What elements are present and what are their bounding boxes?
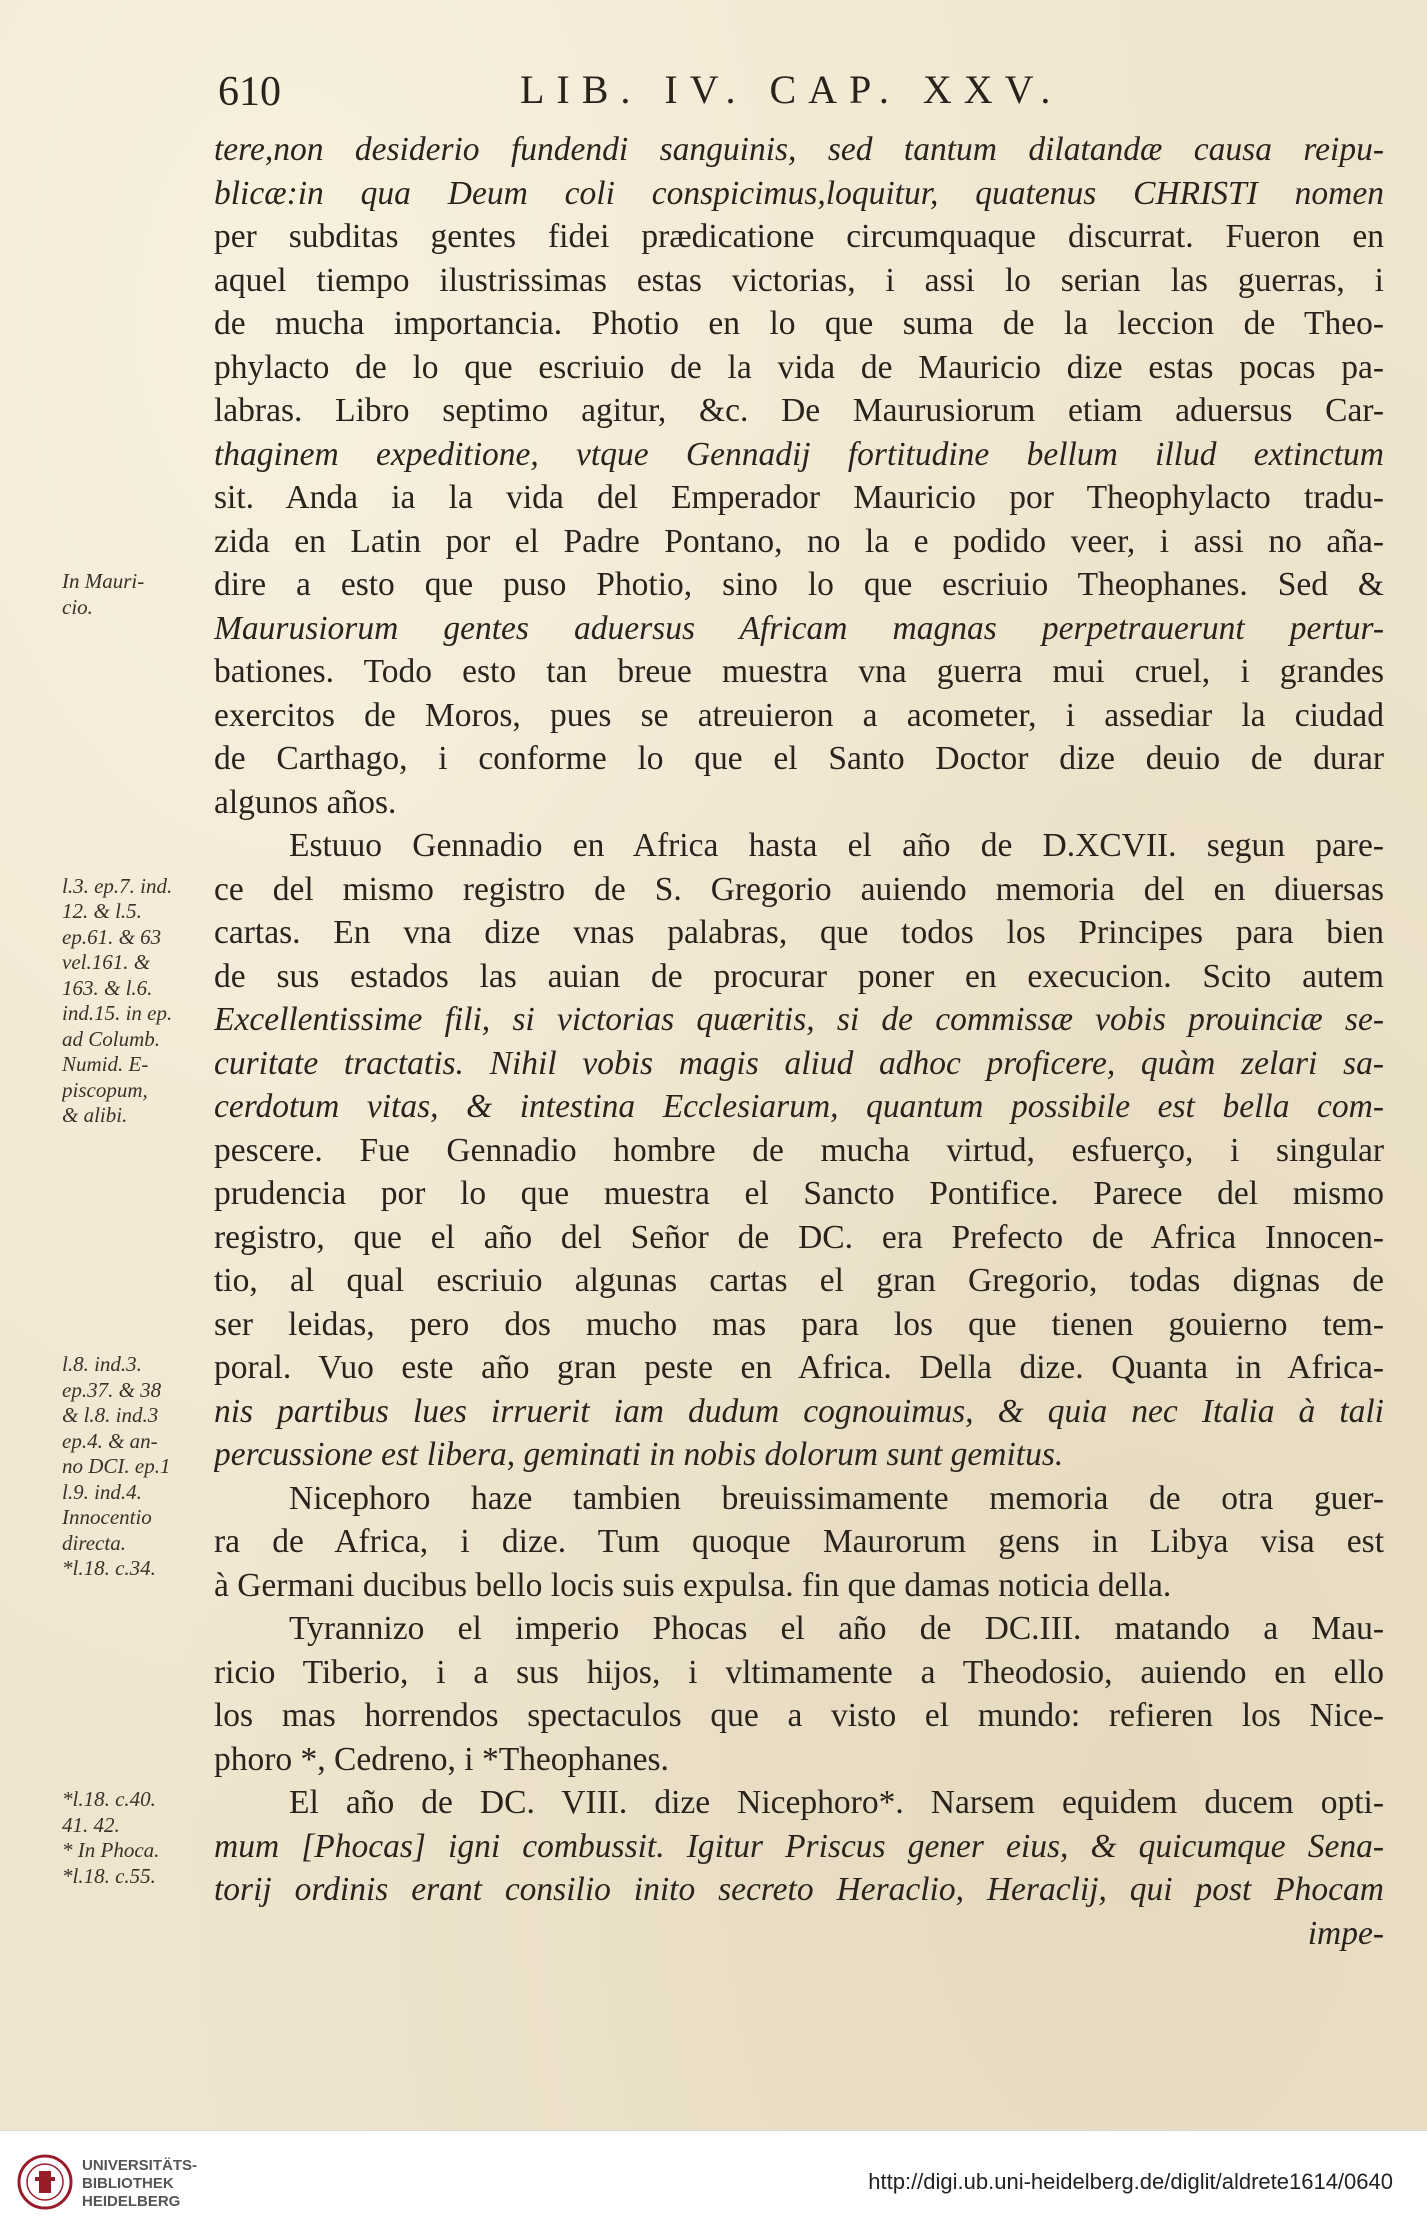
text-line: phoro *, Cedreno, i *Theophanes.	[214, 1740, 669, 1778]
margin-note-line: 41. 42.	[62, 1812, 120, 1837]
margin-note-line: no DCI. ep.1	[62, 1454, 171, 1478]
running-head: LIB. IV. CAP. XXV.	[520, 67, 1063, 112]
margin-note	[62, 569, 212, 620]
text-line: blicæ:in qua Deum coli conspicimus,loquitur, quatenus CHRISTI nomen	[214, 174, 1384, 212]
margin-note-line: *l.18. c.40.	[62, 1787, 156, 1811]
margin-note-line: cio.	[62, 594, 93, 619]
text-line: cartas. En vna dize vnas palabras, que todos los Principes para bien	[214, 914, 1384, 951]
margin-note-line: vel.161. &	[62, 950, 151, 974]
text-line: ce del mismo registro de S. Gregorio auiendo memoria del en diuersas	[214, 870, 1384, 908]
text-line: bationes. Todo esto tan breue muestra vna guerra mui cruel, i grandes	[214, 653, 1384, 690]
margin-note-line: ep.37. & 38	[62, 1377, 162, 1402]
margin-note	[62, 874, 212, 1129]
text-line: dire a esto que puso Photio, sino lo que escriuio Theophanes. Sed &	[214, 566, 1384, 603]
margin-note-line: l.8. ind.3.	[62, 1352, 142, 1376]
text-line: los mas horrendos spectaculos que a visto el mundo: refieren los Nice-	[214, 1697, 1384, 1734]
text-line: algunos años.	[214, 783, 397, 821]
text-line: El año de DC. VIII. dize Nicephoro*. Narsem equidem ducem opti-	[289, 1784, 1384, 1821]
text-line: de Carthago, i conforme lo que el Santo Doctor dize deuio de durar	[214, 740, 1384, 777]
text-line: pescere. Fue Gennadio hombre de mucha virtud, esfuerço, i singular	[214, 1131, 1384, 1169]
margin-note-line: ad Columb.	[62, 1026, 161, 1051]
margin-note	[62, 1352, 212, 1582]
text-line: exercitos de Moros, pues se atreuieron a acometer, i assediar la ciudad	[214, 696, 1384, 734]
text-line: de mucha importancia. Photio en lo que suma de la leccion de Theo-	[214, 305, 1384, 342]
page-header	[0, 62, 1427, 122]
text-line: poral. Vuo este año gran peste en Africa. Della dize. Quanta in Africa-	[214, 1349, 1384, 1386]
margin-note-line: l.3. ep.7. ind.	[62, 873, 173, 898]
source-url[interactable]: http://digi.ub.uni-heidelberg.de/diglit/aldrete1614/0640	[868, 2169, 1393, 2194]
margin-note-line: & alibi.	[62, 1103, 128, 1127]
text-line: zida en Latin por el Padre Pontano, no la e podido veer, i assi no aña-	[214, 522, 1384, 560]
library-name-line: UNIVERSITÄTS-	[82, 2157, 198, 2174]
text-line: registro, que el año del Señor de DC. era Prefecto de Africa Innocen-	[214, 1218, 1384, 1256]
margin-note-line: 12. & l.5.	[62, 899, 142, 923]
text-line: Estuuo Gennadio en Africa hasta el año de D.XCVII. segun pare-	[289, 827, 1384, 864]
text-line: tio, al qual escriuio algunas cartas el gran Gregorio, todas dignas de	[214, 1262, 1384, 1299]
text-line: torij ordinis erant consilio inito secreto Heraclio, Heraclij, qui post Phocam	[214, 1871, 1384, 1908]
text-line: Nicephoro haze tambien breuissimamente memoria de otra guer-	[289, 1479, 1384, 1517]
margin-note-line: ind.15. in ep.	[62, 1001, 173, 1025]
library-name-line: BIBLIOTHEK	[82, 2175, 174, 2192]
text-line: Excellentissime fili, si victorias quæritis, si de commissæ vobis prouinciæ se-	[214, 1001, 1384, 1038]
page-number: 610	[218, 69, 281, 115]
margin-note-line: l.9. ind.4.	[62, 1479, 142, 1504]
text-line: impe-	[1307, 1914, 1384, 1952]
margin-note-line: Innocentio	[62, 1505, 152, 1529]
margin-note-line: ep.4. & an-	[62, 1428, 158, 1453]
viewer-footer	[0, 2130, 1427, 2235]
margin-note-line: *l.18. c.34.	[62, 1556, 156, 1580]
text-line: per subditas gentes fidei prædicatione circumquaque discurrat. Fueron en	[214, 218, 1384, 255]
text-line: tere,non desiderio fundendi sanguinis, sed tantum dilatandæ causa reipu-	[214, 131, 1384, 168]
margin-note-line: *l.18. c.55.	[62, 1863, 156, 1888]
margin-note-line: piscopum,	[62, 1077, 148, 1102]
text-line: nis partibus lues irruerit iam dudum cognouimus, & quia nec Italia à tali	[214, 1392, 1384, 1430]
text-line: de sus estados las auian de procurar poner en execucion. Scito autem	[214, 957, 1384, 995]
margin-note-line: 163. & l.6.	[62, 975, 153, 1000]
text-line: ser leidas, pero dos mucho mas para los que tienen gouierno tem-	[214, 1305, 1384, 1343]
text-line: sit. Anda ia la vida del Emperador Mauricio por Theophylacto tradu-	[214, 479, 1384, 516]
margin-note-line: Numid. E-	[62, 1052, 149, 1076]
text-line: ricio Tiberio, i a sus hijos, i vltimamente a Theodosio, auiendo en ello	[214, 1653, 1384, 1691]
text-line: aquel tiempo ilustrissimas estas victorias, i assi lo serian las guerras, i	[214, 261, 1384, 299]
library-name-line: HEIDELBERG	[82, 2193, 181, 2210]
text-line: phylacto de lo que escriuio de la vida de Mauricio dize estas pocas pa-	[214, 348, 1384, 386]
text-line: ra de Africa, i dize. Tum quoque Maurorum gens in Libya visa est	[214, 1523, 1384, 1560]
body-text	[214, 128, 1384, 1955]
text-line: thaginem expeditione, vtque Gennadij fortitudine bellum illud extinctum	[214, 435, 1384, 473]
text-line: Maurusiorum gentes aduersus Africam magnas perpetrauerunt pertur-	[214, 609, 1384, 647]
text-line: à Germani ducibus bello locis suis expulsa. fin que damas noticia della.	[214, 1566, 1172, 1604]
margin-note-line: ep.61. & 63	[62, 924, 162, 949]
margin-note-line: In Mauri-	[62, 569, 145, 593]
text-line: labras. Libro septimo agitur, &c. De Maurusiorum etiam aduersus Car-	[214, 392, 1384, 429]
text-line: percussione est libera, geminati in nobis dolorum sunt gemitus.	[214, 1436, 1064, 1473]
text-line: curitate tractatis. Nihil vobis magis aliud adhoc proficere, quàm zelari sa-	[214, 1044, 1384, 1082]
margin-note-line: & l.8. ind.3	[62, 1403, 159, 1427]
text-line: mum [Phocas] igni combussit. Igitur Priscus gener eius, & quicumque Sena-	[214, 1827, 1384, 1865]
text-line: cerdotum vitas, & intestina Ecclesiarum, quantum possibile est bella com-	[214, 1088, 1384, 1125]
margin-note	[62, 1787, 212, 1889]
library-name	[82, 2157, 197, 2211]
text-line: Tyrannizo el imperio Phocas el año de DC.III. matando a Mau-	[289, 1610, 1384, 1647]
margin-note-line: * In Phoca.	[62, 1838, 160, 1862]
text-line: prudencia por lo que muestra el Sancto Pontifice. Parece del mismo	[214, 1175, 1384, 1212]
margin-note-line: directa.	[62, 1530, 126, 1555]
university-seal-icon	[16, 2153, 74, 2211]
